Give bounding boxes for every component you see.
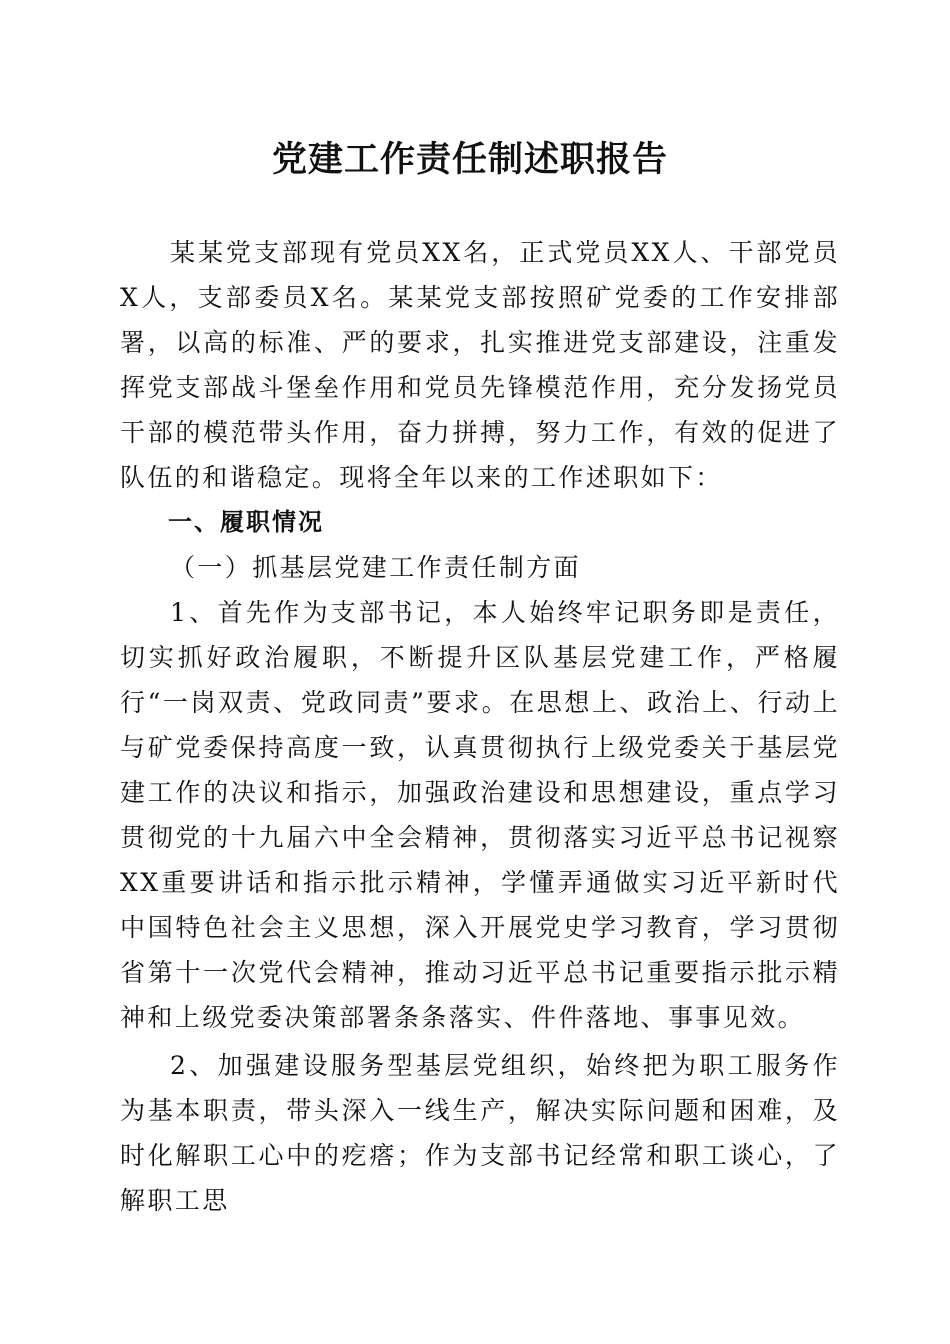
subsection-heading-responsibility: （一）抓基层党建工作责任制方面 (170, 553, 582, 582)
intro-paragraph: 某某党支部现有党员XX名，正式党员XX人、干部党员X人，支部委员X名。某某党支部按照矿党委的工作安排部署，以高的标准、严的要求，扎实推进党支部建设，注重发挥党支部战斗堡垒作用和党员先锋模范作用，充分发扬党员干部的模范带头作用，奋力拼搏，努力工作，有效的促进了队伍的和谐稳定。现将全年以来的工作述职如下： (120, 238, 840, 492)
document-title: 党建工作责任制述职报告 (271, 139, 668, 180)
paragraph-item-1: 1、首先作为支部书记，本人始终牢记职务即是责任，切实抓好政治履职，不断提升区队基层党建工作，严格履行“一岗双责、党政同责”要求。在思想上、政治上、行动上与矿党委保持高度一致，认真贯彻执行上级党委关于基层党建工作的决议和指示，加强政治建设和思想建设，重点学习贯彻党的十九届六中全会精神，贯彻落实习近平总书记视察XX重要讲话和指示批示精神，学懂弄通做实习近平新时代中国特色社会主义思想，深入开展党史学习教育，学习贯彻省第十一次党代会精神，推动习近平总书记重要指示批示精神和上级党委决策部署条条落实、件件落地、事事见效。 (120, 598, 840, 1032)
section-heading-performance: 一、履职情况 (168, 508, 324, 536)
document-body (120, 230, 840, 1223)
paragraph-item-2: 2、加强建设服务型基层党组织，始终把为职工服务作为基本职责，带头深入一线生产，解决实际问题和困难，及时化解职工心中的疙瘩；作为支部书记经常和职工谈心，了解职工思 (120, 1051, 840, 1215)
